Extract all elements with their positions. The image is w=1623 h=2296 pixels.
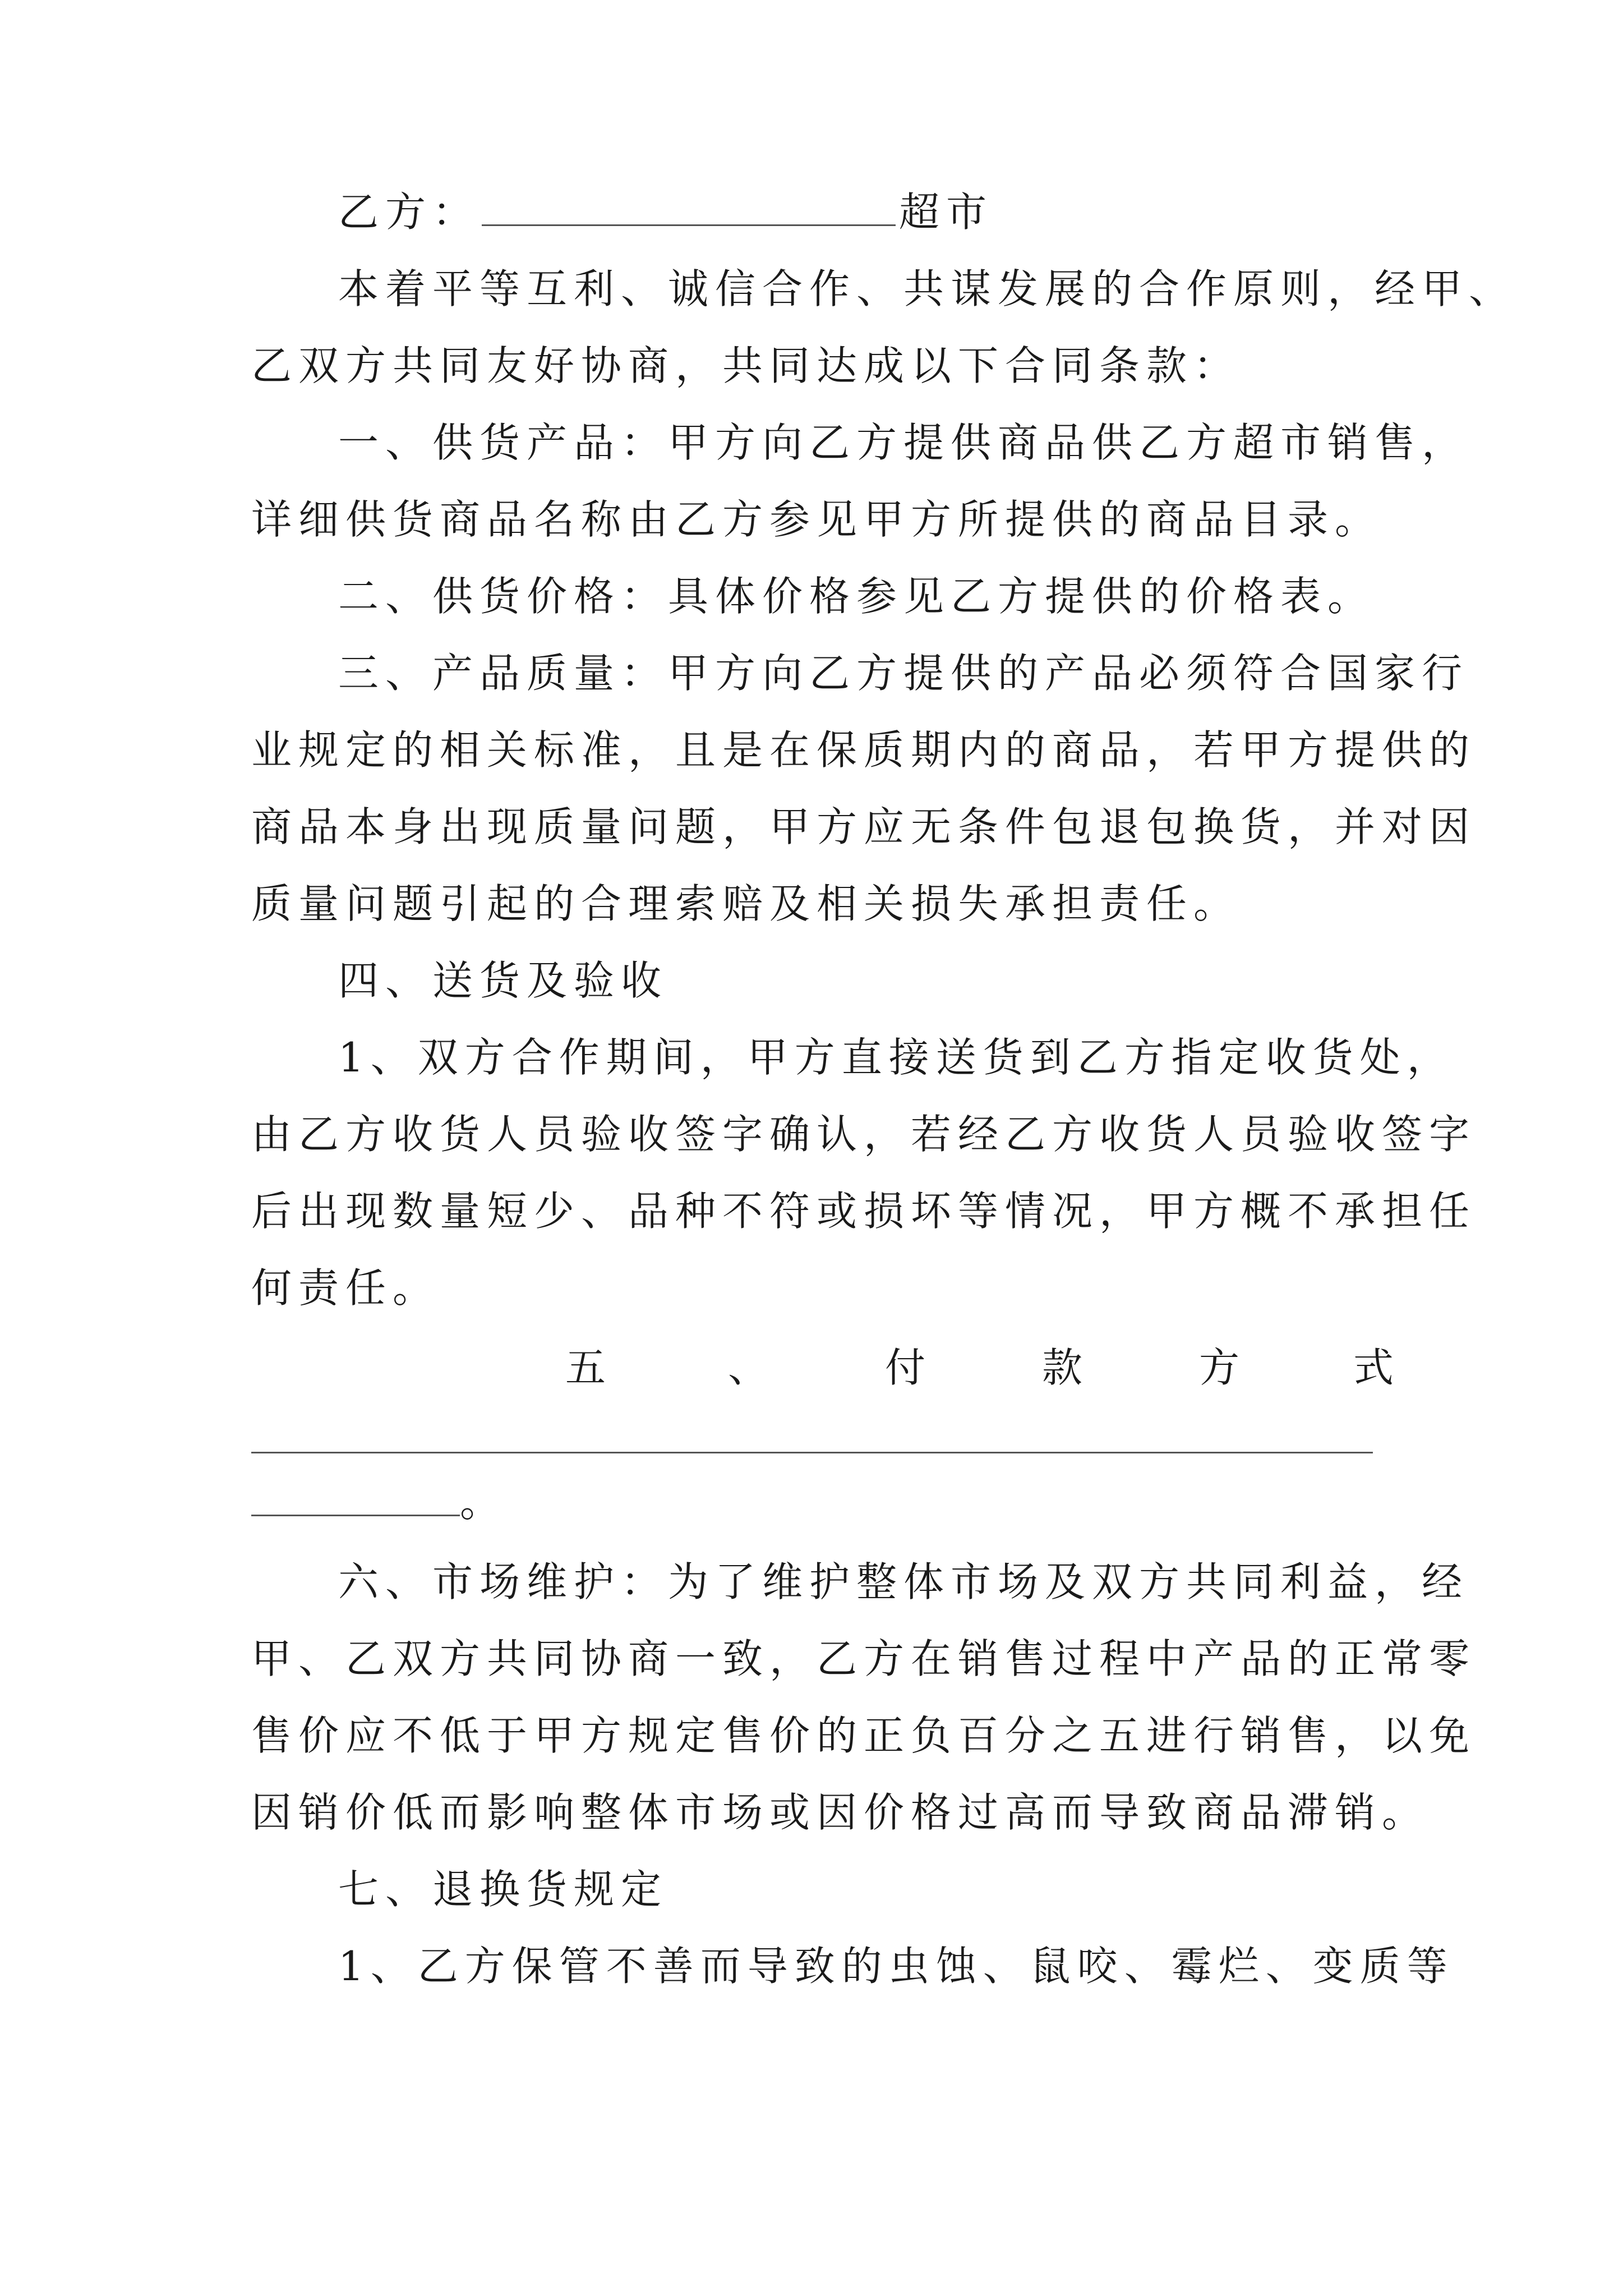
section-5-char: 、 xyxy=(728,1344,776,1391)
section-1-line-2: 详细供货商品名称由乙方参见甲方所提供的商品目录。 xyxy=(251,496,1382,543)
section-3-line-2: 业规定的相关标准，且是在保质期内的商品，若甲方提供的 xyxy=(251,726,1477,774)
party-b-suffix: 超市 xyxy=(899,188,994,236)
party-b-blank xyxy=(482,188,896,226)
section-5-char: 方 xyxy=(1199,1344,1247,1391)
section-3-line-3: 商品本身出现质量问题，甲方应无条件包退包换货，并对因 xyxy=(251,803,1477,850)
section-4-line-2: 由乙方收货人员验收签字确认，若经乙方收货人员验收签字 xyxy=(251,1111,1477,1158)
section-5-char: 款 xyxy=(1042,1344,1090,1391)
section-4-line-4: 何责任。 xyxy=(251,1264,440,1312)
section-6-line-3: 售价应不低于甲方规定售价的正负百分之五进行销售，以免 xyxy=(251,1712,1477,1759)
section-3-line-4: 质量问题引起的合理索赔及相关损失承担责任。 xyxy=(251,880,1241,927)
payment-blank-line xyxy=(251,1452,1373,1453)
section-5-char: 付 xyxy=(885,1344,933,1391)
section-7-title: 七、退换货规定 xyxy=(338,1866,668,1913)
payment-blank-end xyxy=(251,1475,507,1529)
party-b-label: 乙方： xyxy=(338,188,480,236)
section-6-line-4: 因销价低而影响整体市场或因价格过高而导致商品滞销。 xyxy=(251,1789,1430,1836)
section-1-line-1: 一、供货产品：甲方向乙方提供商品供乙方超市销售， xyxy=(338,419,1469,466)
section-4-title: 四、送货及验收 xyxy=(338,957,668,1004)
section-5-char: 式 xyxy=(1353,1344,1401,1391)
section-5-char: 五 xyxy=(565,1344,613,1391)
payment-period: 。 xyxy=(460,1479,508,1526)
party-b-line xyxy=(338,185,993,239)
section-7-line-1: 1、乙方保管不善而导致的虫蚀、鼠咬、霉烂、变质等 xyxy=(338,1943,1454,1990)
section-6-line-2: 甲、乙双方共同协商一致，乙方在销售过程中产品的正常零 xyxy=(251,1635,1477,1682)
section-3-line-1: 三、产品质量：甲方向乙方提供的产品必须符合国家行 xyxy=(338,650,1469,697)
payment-blank-short xyxy=(251,1479,460,1516)
section-2-line-1: 二、供货价格：具体价格参见乙方提供的价格表。 xyxy=(338,573,1375,620)
intro-line-1: 本着平等互利、诚信合作、共谋发展的合作原则，经甲、 xyxy=(338,265,1516,312)
section-4-line-3: 后出现数量短少、品种不符或损坏等情况，甲方概不承担任 xyxy=(251,1188,1477,1235)
intro-line-2: 乙双方共同友好协商，共同达成以下合同条款： xyxy=(251,342,1241,389)
section-4-line-1: 1、双方合作期间，甲方直接送货到乙方指定收货处， xyxy=(338,1034,1454,1081)
section-5-title xyxy=(251,1341,1401,1395)
section-6-line-1: 六、市场维护：为了维护整体市场及双方共同利益，经 xyxy=(338,1558,1469,1605)
